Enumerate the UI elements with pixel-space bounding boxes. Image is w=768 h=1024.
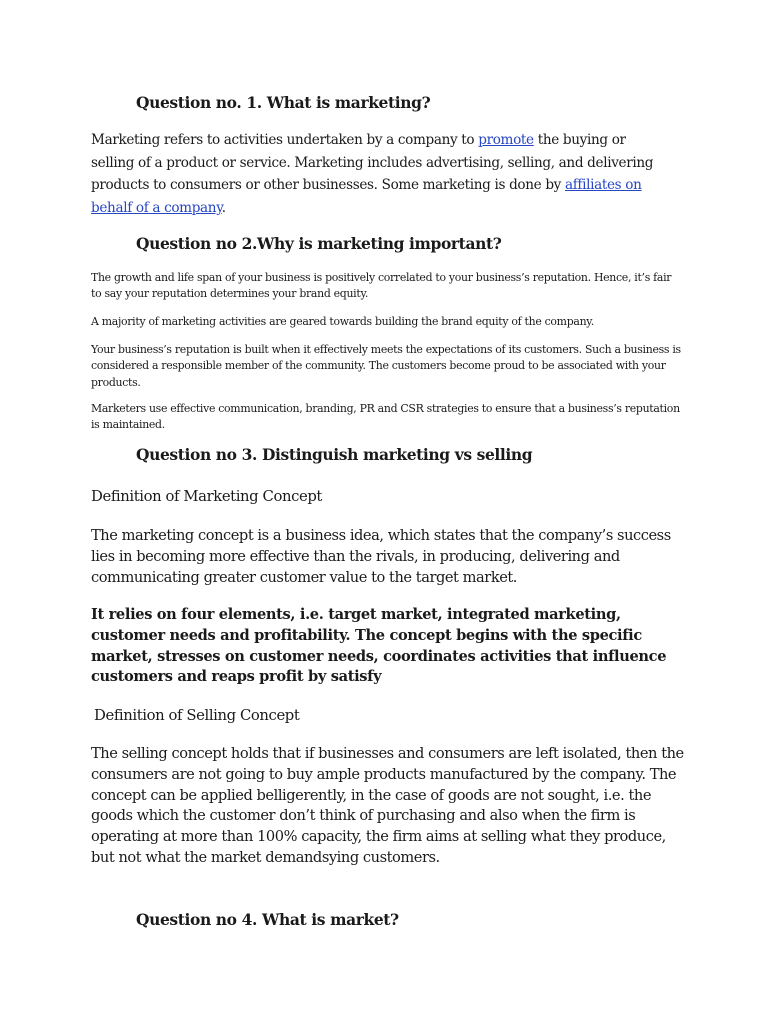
question-4-heading: Question no 4. What is market?: [136, 910, 399, 929]
intro-text-3: .: [221, 200, 226, 217]
marketing-concept-paragraph: The marketing concept is a business idea, which states that the company’s success lies in becoming more effective than the rivals, in producing, delivering and communicating greater customer value to the target market.: [91, 527, 671, 586]
question-2-heading: Question no 2.Why is marketing important?: [136, 234, 502, 253]
importance-paragraph-1: The growth and life span of your business is positively correlated to your business’s reputation. Hence, it’s fair to say your reputation determines your brand equity.: [91, 271, 672, 301]
importance-paragraph-2: A majority of marketing activities are geared towards building the brand equity of the company.: [91, 315, 594, 328]
selling-concept-heading: Definition of Selling Concept: [94, 707, 300, 724]
intro-text-1: Marketing refers to activities undertaken by a company to: [91, 132, 479, 148]
question-1-heading: Question no. 1. What is marketing?: [136, 93, 431, 112]
marketing-elements-paragraph: It relies on four elements, i.e. target market, integrated marketing, customer needs and profitability. The concept begins with the specific market, stresses on customer needs, coordinates activities that influence customers and reaps profit by satisfy: [91, 606, 667, 686]
intro-text-2: the buying or selling of a product or service. Marketing includes advertising, selling, and delivering products to consumers or other businesses. Some marketing is done by: [91, 132, 654, 194]
question-3-heading: Question no 3. Distinguish marketing vs selling: [136, 445, 533, 464]
marketing-definition-paragraph: [91, 129, 666, 220]
importance-paragraph-4: Marketers use effective communication, branding, PR and CSR strategies to ensure that a business’s reputation is maintained.: [91, 402, 680, 432]
importance-paragraph-3: Your business’s reputation is built when it effectively meets the expectations of its customers. Such a business is considered a responsible member of the community. The customers become proud to be associated with your products.: [91, 343, 681, 389]
selling-concept-paragraph: The selling concept holds that if businesses and consumers are left isolated, then the consumers are not going to buy ample products manufactured by the company. The concept can be applied belligerently, in the case of goods are not sought, i.e. the goods which the customer don’t think of purchasing and also when the firm is operating at more than 100% capacity, the firm aims at selling what they produce, but not what the market demandsying customers.: [91, 745, 684, 866]
affiliates-link[interactable]: affiliates on behalf of a company: [91, 177, 642, 217]
marketing-concept-heading: Definition of Marketing Concept: [91, 488, 322, 505]
promote-link[interactable]: promote: [478, 132, 534, 148]
